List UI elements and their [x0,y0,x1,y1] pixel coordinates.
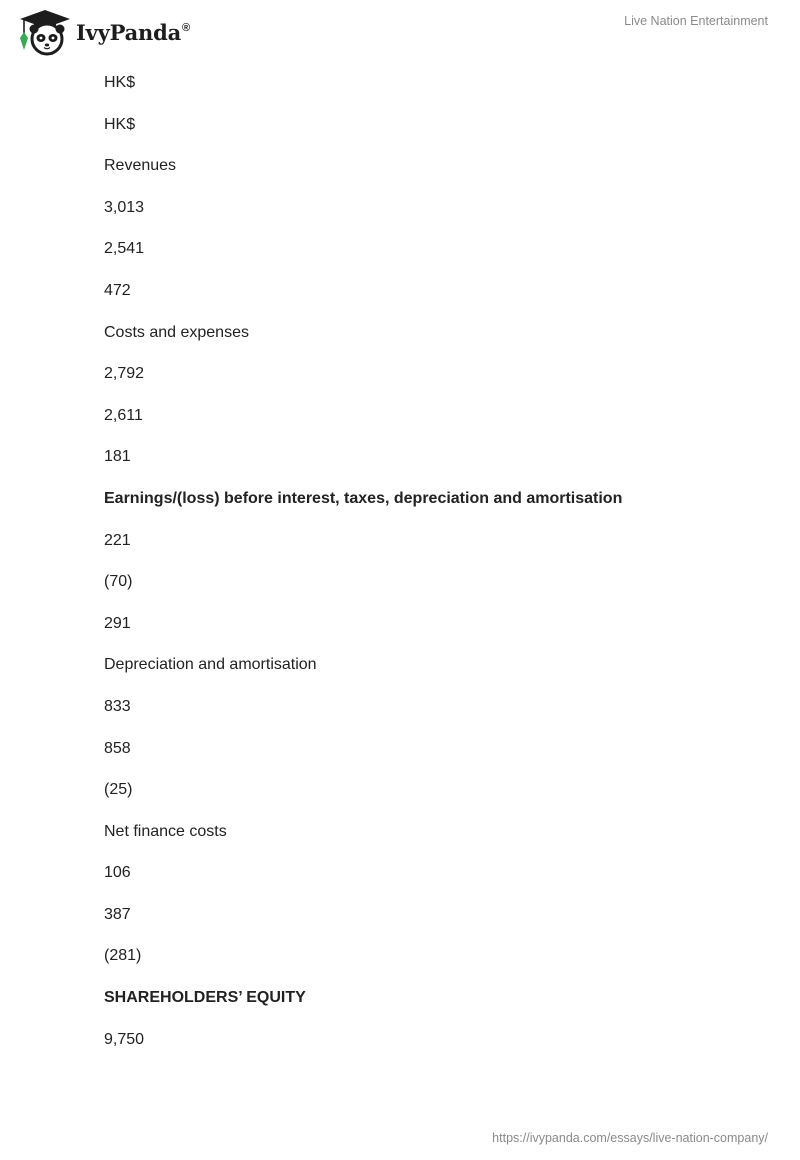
brand-name: IvyPanda® [76,19,190,45]
table-cell: 181 [104,448,131,466]
panda-graduate-icon [16,8,74,56]
table-cell: 858 [104,739,131,757]
table-cell: 472 [104,281,131,299]
table-cell: (25) [104,781,133,799]
running-title: Live Nation Entertainment [624,14,768,28]
table-cell: 833 [104,697,131,715]
table-cell: Depreciation and amortisation [104,656,317,674]
table-cell: 2,541 [104,240,145,258]
table-cell: 9,750 [104,1030,145,1048]
table-cell: (70) [104,573,133,591]
table-cell: 2,611 [104,406,143,424]
section-heading: Earnings/(loss) before interest, taxes, depreciation and amortisation [104,489,623,507]
table-cell: 291 [104,614,131,632]
section-heading: SHAREHOLDERS’ EQUITY [104,989,306,1007]
table-cell: Net finance costs [104,822,227,840]
table-cell: (281) [104,947,142,965]
brand-logo[interactable] [16,8,190,56]
table-cell: 3,013 [104,198,145,216]
table-cell: 2,792 [104,365,145,383]
source-url[interactable]: https://ivypanda.com/essays/live-nation-company/ [492,1131,768,1145]
table-content [104,72,764,1070]
table-cell: HK$ [104,74,136,91]
table-cell: 387 [104,905,131,923]
table-cell: 106 [104,864,131,882]
page-header [0,0,800,60]
table-cell: HK$ [104,115,136,133]
table-cell: Revenues [104,157,177,175]
table-cell: Costs and expenses [104,323,249,341]
table-cell: 221 [104,531,131,549]
